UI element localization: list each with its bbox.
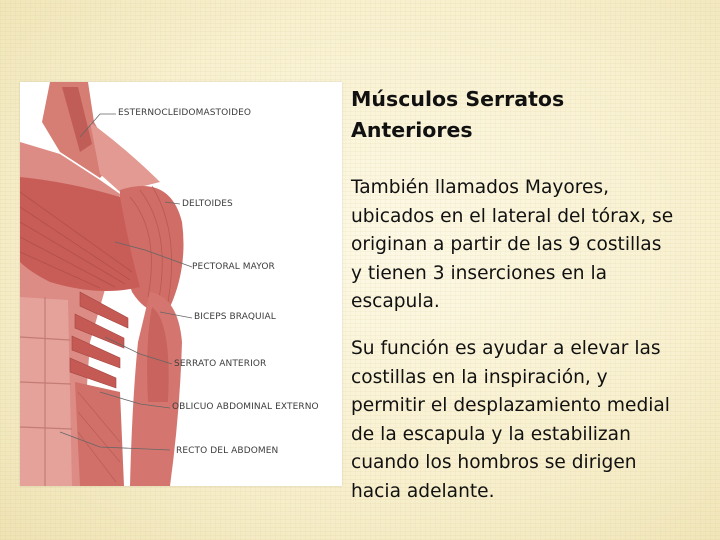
paragraph-line: originan a partir de las 9 costillas <box>351 234 662 256</box>
text-column <box>351 84 711 507</box>
paragraph-function <box>351 335 711 507</box>
paragraph-line: cuando los hombros se dirigen <box>351 452 637 474</box>
anatomy-illustration <box>20 82 342 486</box>
paragraph-description <box>351 174 711 317</box>
label-deltoides: DELTOIDES <box>182 199 233 209</box>
slide-title <box>351 84 711 146</box>
label-serrato-anterior: SERRATO ANTERIOR <box>174 359 267 369</box>
label-esternocleidomastoideo: ESTERNOCLEIDOMASTOIDEO <box>118 108 252 118</box>
paragraph-line: ubicados en el lateral del tórax, se <box>351 205 674 227</box>
paragraph-line: Su función es ayudar a elevar las <box>351 337 661 359</box>
paragraph-line: y tienen 3 inserciones en la <box>351 262 608 284</box>
title-line: Músculos Serratos <box>351 87 565 111</box>
paragraph-line: hacia adelante. <box>351 480 495 502</box>
label-pectoral-mayor: PECTORAL MAYOR <box>192 262 275 272</box>
muscle-drawing <box>20 82 342 486</box>
title-line: Anteriores <box>351 118 473 142</box>
rectus-abdominis-muscle <box>20 297 72 486</box>
label-oblicuo-abdominal-externo: OBLICUO ABDOMINAL EXTERNO <box>172 402 319 412</box>
paragraph-line: escapula. <box>351 291 440 313</box>
paragraph-line: También llamados Mayores, <box>351 177 609 198</box>
paragraph-line: costillas en la inspiración, y <box>351 366 608 388</box>
paragraph-line: permitir el desplazamiento medial <box>351 395 670 417</box>
label-biceps-braquial: BICEPS BRAQUIAL <box>194 312 276 322</box>
paragraph-line: de la escapula y la estabilizan <box>351 423 631 445</box>
label-recto-del-abdomen: RECTO DEL ABDOMEN <box>176 446 279 456</box>
